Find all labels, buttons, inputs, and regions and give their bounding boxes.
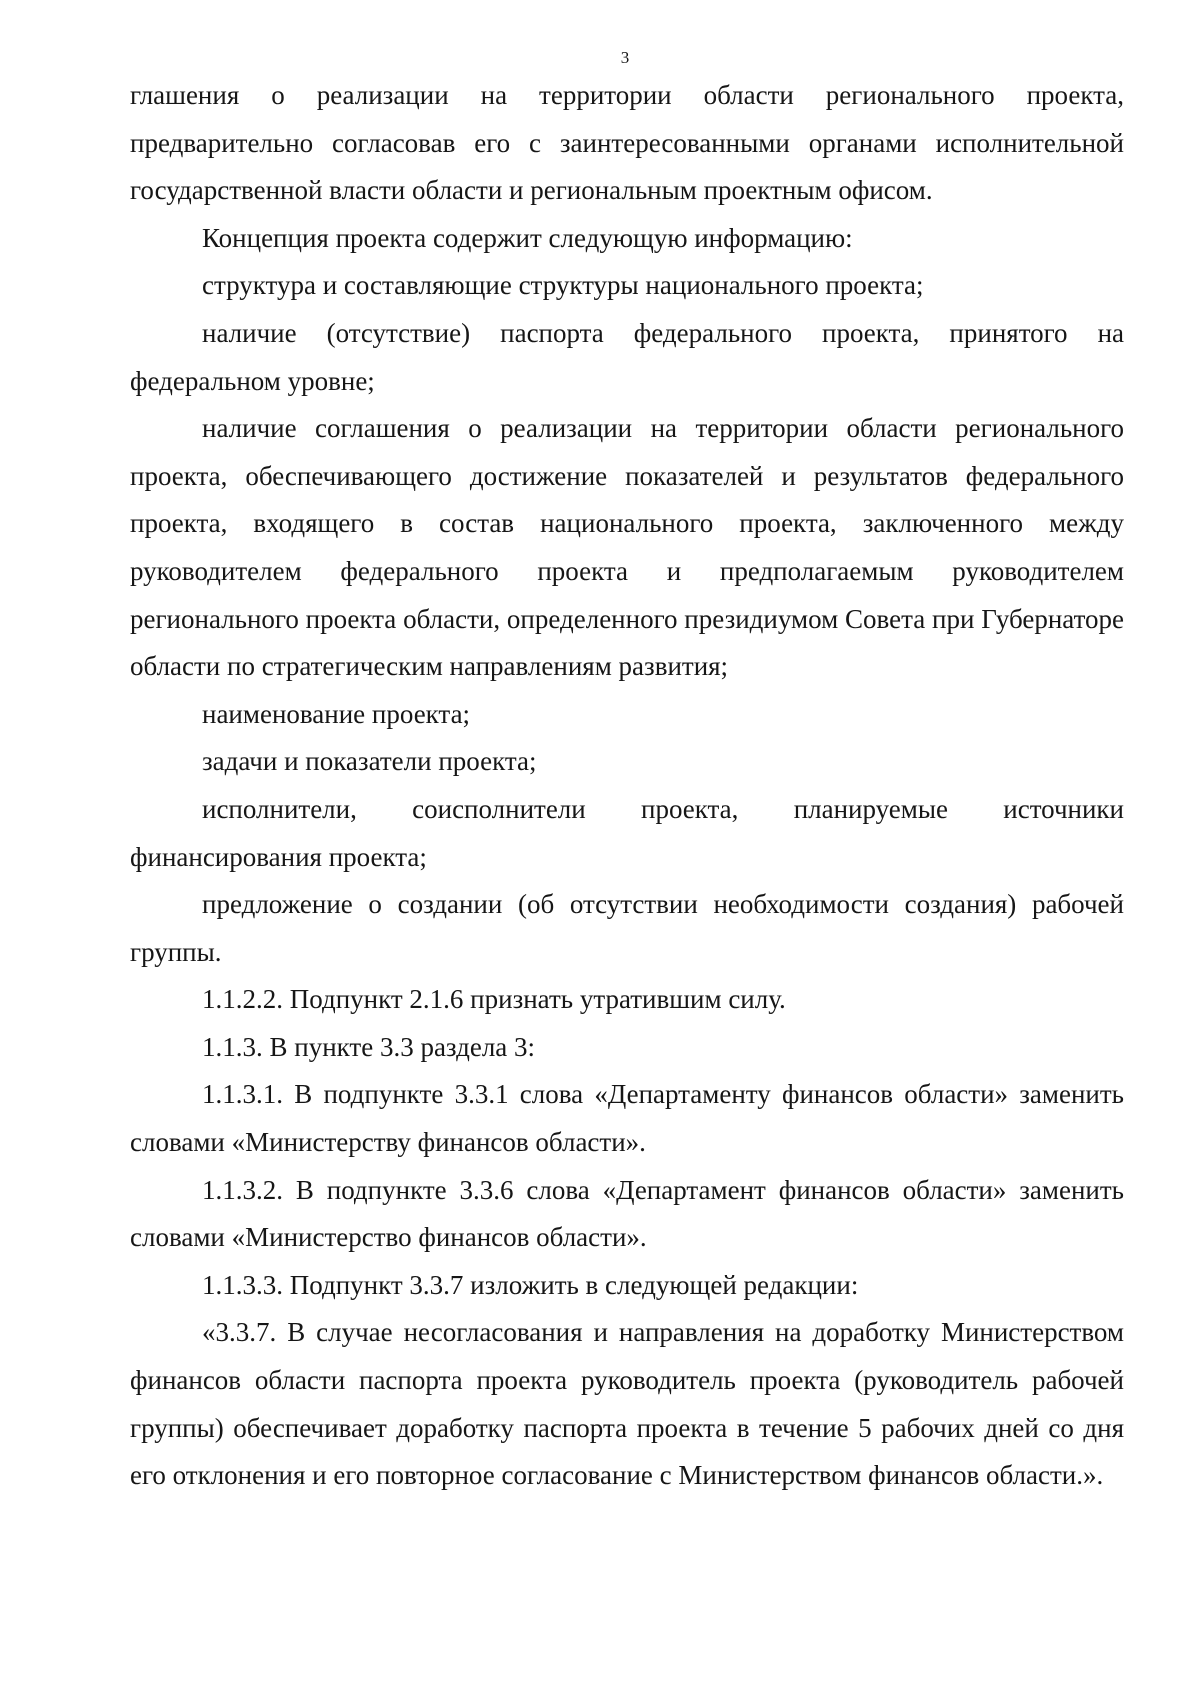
document-body [130, 72, 1124, 1500]
paragraph-list-item: наименование проекта; [202, 698, 471, 729]
paragraph-list-item: наличие соглашения о реализации на территории области регионального проекта, обеспечивающего достижение показателей и результатов федерального проекта, входящего в состав национального проекта, заключенного между руководителем федерального проекта и предполагаемым руководителем регионального проекта области, определенного президиумом Совета при Губернаторе области по стратегическим направлениям развития; [130, 413, 1124, 682]
paragraph-clause: 1.1.3.1. В подпункте 3.3.1 слова «Департаменту финансов области» заменить словами «Министерству финансов области». [130, 1079, 1124, 1158]
paragraph-continuation: глашения о реализации на территории области регионального проекта, предварительно согласовав его с заинтересованными органами исполнительной государственной власти области и региональным проектным офисом. [130, 80, 1124, 206]
paragraph-list-item: исполнители, соисполнители проекта, планируемые источники финансирования проекта; [130, 793, 1124, 872]
paragraph-list-item: задачи и показатели проекта; [202, 746, 537, 777]
paragraph-list-item: предложение о создании (об отсутствии необходимости создания) рабочей группы. [130, 889, 1124, 967]
paragraph-clause: 1.1.3. В пункте 3.3 раздела 3: [202, 1031, 536, 1062]
page-number: 3 [620, 48, 630, 67]
paragraph-clause: 1.1.3.3. Подпункт 3.3.7 изложить в следующей редакции: [202, 1269, 859, 1300]
paragraph-clause: 1.1.3.2. В подпункте 3.3.6 слова «Департамент финансов области» заменить словами «Министерство финансов области». [130, 1174, 1124, 1253]
paragraph-quoted-clause: «3.3.7. В случае несогласования и направления на доработку Министерством финансов области паспорта проекта руководитель проекта (руководитель рабочей группы) обеспечивает доработку паспорта проекта в течение 5 рабочих дней со дня его отклонения и его повторное согласование с Министерством финансов области.». [130, 1317, 1124, 1491]
paragraph-concept-intro: Концепция проекта содержит следующую информацию: [202, 222, 853, 253]
paragraph-clause: 1.1.2.2. Подпункт 2.1.6 признать утратившим силу. [202, 984, 786, 1015]
paragraph-list-item: структура и составляющие структуры национального проекта; [202, 270, 924, 301]
paragraph-list-item: наличие (отсутствие) паспорта федерального проекта, принятого на федеральном уровне; [130, 317, 1124, 396]
